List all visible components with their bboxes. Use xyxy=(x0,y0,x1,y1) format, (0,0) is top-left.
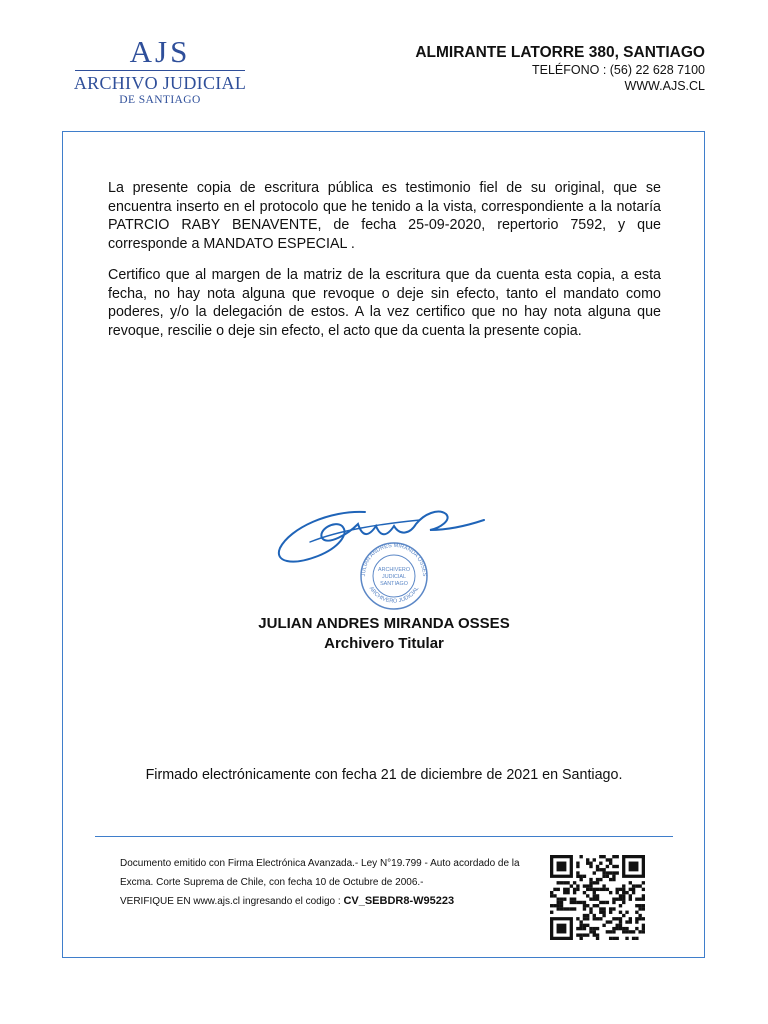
phone: TELÉFONO : (56) 22 628 7100 xyxy=(531,63,705,77)
logo-rule xyxy=(75,70,245,71)
address: ALMIRANTE LATORRE 380, SANTIAGO xyxy=(415,44,705,61)
contact-block xyxy=(415,43,705,94)
stamp-center-1: ARCHIVERO xyxy=(377,567,411,573)
stamp-center-2: JUDICIAL xyxy=(382,574,406,580)
handwritten-signature xyxy=(270,490,500,615)
stamp-center-3: SANTIAGO xyxy=(380,581,408,587)
certificate-paragraph-2: Certifico que al margen de la matriz de la escritura que da cuenta esta copia, a esta fecha, no hay nota alguna que revoque o deje sin efecto, tanto el mandato como poderes, y/o la delegación de estos. A la vez certifico que no hay nota alguna que revoque, rescilie o deje sin efecto, el acto que da cuenta la presente copia. xyxy=(108,267,661,339)
logo-name: ARCHIVO JUDICIAL xyxy=(73,73,247,93)
seal-stamp xyxy=(361,543,427,609)
qr-code xyxy=(550,855,645,940)
verification-code: CV_SEBDR8-W95223 xyxy=(343,895,455,907)
footer-legal-text: Documento emitido con Firma Electrónica Avanzada.- Ley N°19.799 - Auto acordado de la Excma. Corte Suprema de Chile, con fecha 10 de Octubre de 2006.- xyxy=(120,858,520,888)
stamp-ring-text: JULIAN ANDRES MIRANDA OSSES xyxy=(360,542,428,577)
logo-city: DE SANTIAGO xyxy=(119,94,201,106)
footer-legal xyxy=(120,855,530,912)
ajs-logo xyxy=(62,36,258,114)
signed-note: Firmado electrónicamente con fecha 21 de diciembre de 2021 en Santiago. xyxy=(145,767,623,783)
footer-verify-text: VERIFIQUE EN www.ajs.cl ingresando el codigo : xyxy=(120,896,344,907)
signer-title: Archivero Titular xyxy=(324,635,444,652)
footer-divider xyxy=(95,836,673,837)
signature-area xyxy=(270,490,500,615)
certificate-paragraph-1: La presente copia de escritura pública es testimonio fiel de su original, que se encuentra inserto en el protocolo que he tenido a la vista, correspondiente a la notaría PATRCIO RABY BENAVENTE, de fecha 25-09-2020, repertorio 7592, y que corresponde a MANDATO ESPECIAL . xyxy=(108,180,661,252)
logo-mark: AJS xyxy=(129,34,191,69)
svg-text:ARCHIVERO JUDICIAL xyxy=(368,586,421,605)
signer-name: JULIAN ANDRES MIRANDA OSSES xyxy=(258,615,510,632)
stamp-ring-bottom-text: ARCHIVERO JUDICIAL xyxy=(367,585,421,605)
website: WWW.AJS.CL xyxy=(624,79,705,93)
